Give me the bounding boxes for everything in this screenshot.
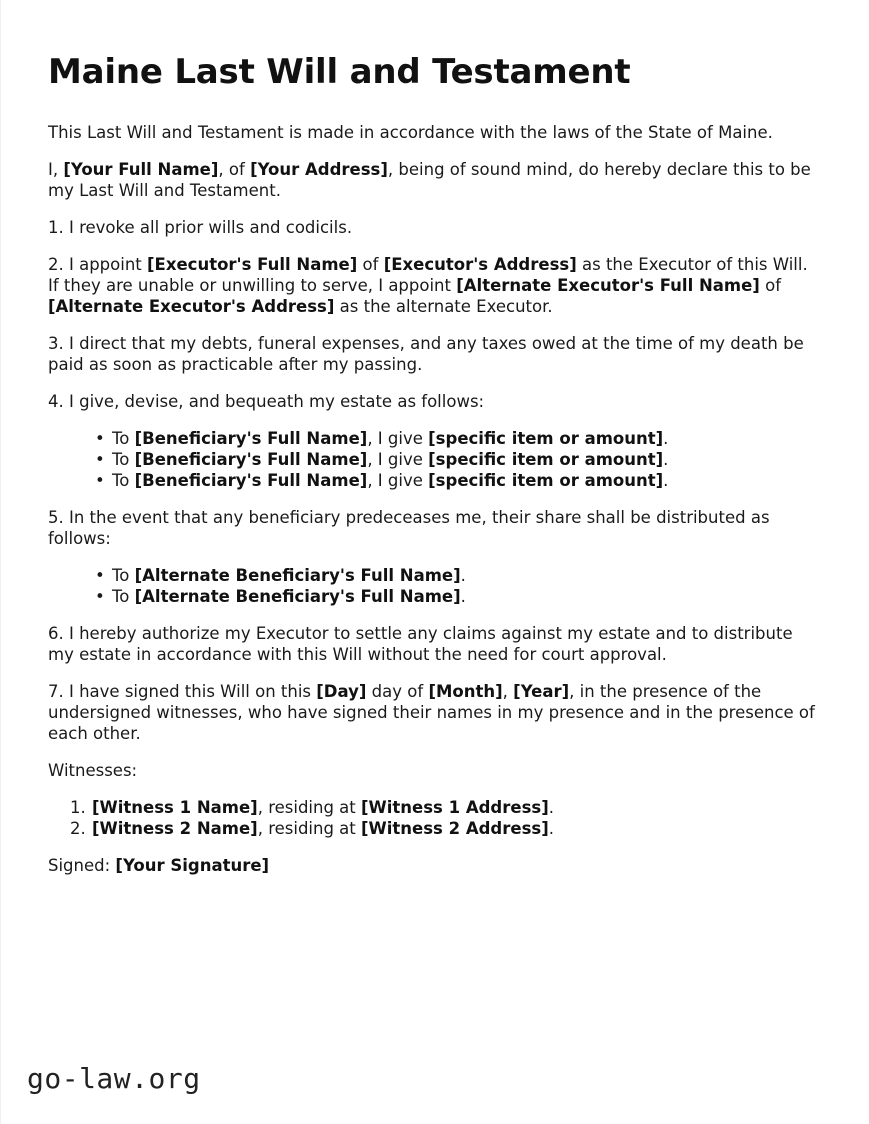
list-item	[95, 428, 820, 449]
intro-paragraph: This Last Will and Testament is made in accordance with the laws of the State of Maine.	[48, 123, 773, 143]
clause-2-text-4: of	[759, 276, 782, 296]
document-body	[48, 52, 820, 876]
witness-suffix: .	[548, 819, 555, 839]
your-signature-placeholder: [Your Signature]	[115, 856, 270, 876]
beneficiary-list	[48, 428, 820, 491]
witness-list	[48, 797, 820, 839]
declaration-prefix: I,	[48, 160, 64, 180]
clause-2-text-5: as the alternate Executor.	[334, 297, 553, 317]
page-left-edge	[0, 0, 1, 1124]
clause-5-heading: 5. In the event that any beneficiary predeceases me, their share shall be distributed as follows:	[48, 508, 770, 549]
bullet-prefix: To	[112, 450, 135, 470]
alternate-beneficiary-name-placeholder: [Alternate Beneficiary's Full Name]	[134, 566, 461, 586]
clause-6-paragraph: 6. I hereby authorize my Executor to settle any claims against my estate and to distribute my estate in accordance with this Will without the need for court approval.	[48, 624, 793, 665]
witness-1-name-placeholder: [Witness 1 Name]	[92, 798, 258, 818]
bullet-mid: , I give	[367, 429, 429, 449]
witnesses-heading: Witnesses:	[48, 761, 138, 781]
bullet-suffix: .	[663, 471, 669, 491]
gift-amount-placeholder: [specific item or amount]	[428, 450, 664, 470]
clause-2-text-3: as the Executor of this Will. If they are unable or unwilling to serve, I appoint	[48, 255, 808, 296]
executor-address-placeholder: [Executor's Address]	[383, 255, 577, 275]
page-title: Maine Last Will and Testament	[48, 52, 631, 92]
gift-amount-placeholder: [specific item or amount]	[428, 471, 664, 491]
clause-7-paragraph	[48, 681, 820, 744]
list-item	[95, 470, 820, 491]
executor-full-name-placeholder: [Executor's Full Name]	[147, 255, 358, 275]
alternate-beneficiary-name-placeholder: [Alternate Beneficiary's Full Name]	[134, 587, 461, 607]
signature-label: Signed:	[48, 856, 116, 876]
signature-line	[48, 855, 820, 876]
bullet-suffix: .	[663, 450, 669, 470]
year-placeholder: [Year]	[513, 682, 570, 702]
bullet-suffix: .	[460, 587, 466, 607]
your-address-placeholder: [Your Address]	[250, 160, 388, 180]
witness-mid: , residing at	[257, 798, 362, 818]
bullet-mid: , I give	[367, 450, 429, 470]
clause-2-text-2: of	[357, 255, 384, 275]
witness-mid: , residing at	[257, 819, 362, 839]
bullet-prefix: To	[112, 587, 135, 607]
month-placeholder: [Month]	[428, 682, 503, 702]
list-item	[95, 565, 820, 586]
declaration-mid: , of	[218, 160, 251, 180]
clause-3-paragraph: 3. I direct that my debts, funeral expenses, and any taxes owed at the time of my death be paid as soon as practicable after my passing.	[48, 334, 804, 375]
bullet-prefix: To	[112, 471, 135, 491]
witness-1-address-placeholder: [Witness 1 Address]	[361, 798, 549, 818]
beneficiary-name-placeholder: [Beneficiary's Full Name]	[134, 471, 368, 491]
bullet-suffix: .	[663, 429, 669, 449]
list-item	[70, 818, 820, 839]
clause-7-text-2: day of	[366, 682, 429, 702]
witness-suffix: .	[548, 798, 555, 818]
bullet-mid: , I give	[367, 471, 429, 491]
beneficiary-name-placeholder: [Beneficiary's Full Name]	[134, 450, 368, 470]
gift-amount-placeholder: [specific item or amount]	[428, 429, 664, 449]
clause-4-heading: 4. I give, devise, and bequeath my estate as follows:	[48, 392, 485, 412]
bullet-prefix: To	[112, 566, 135, 586]
clause-2-paragraph	[48, 254, 820, 317]
clause-7-text-1: 7. I have signed this Will on this	[48, 682, 317, 702]
witness-2-name-placeholder: [Witness 2 Name]	[92, 819, 258, 839]
day-placeholder: [Day]	[316, 682, 367, 702]
clause-2-text-1: 2. I appoint	[48, 255, 148, 275]
your-full-name-placeholder: [Your Full Name]	[63, 160, 219, 180]
alternate-beneficiary-list	[48, 565, 820, 607]
list-item	[95, 586, 820, 607]
footer-watermark: go-law.org	[27, 1062, 201, 1095]
alternate-executor-address-placeholder: [Alternate Executor's Address]	[48, 297, 335, 317]
witness-2-address-placeholder: [Witness 2 Address]	[361, 819, 549, 839]
clause-1-paragraph: 1. I revoke all prior wills and codicils.	[48, 218, 353, 238]
clause-7-text-4: , in the presence of the undersigned witnesses, who have signed their names in my presence and in the presence of each other.	[48, 682, 815, 744]
clause-7-text-3: ,	[502, 682, 514, 702]
alternate-executor-full-name-placeholder: [Alternate Executor's Full Name]	[456, 276, 760, 296]
beneficiary-name-placeholder: [Beneficiary's Full Name]	[134, 429, 368, 449]
list-item	[95, 449, 820, 470]
declaration-paragraph	[48, 159, 820, 201]
declaration-suffix: , being of sound mind, do hereby declare this to be my Last Will and Testament.	[48, 160, 811, 201]
bullet-prefix: To	[112, 429, 135, 449]
bullet-suffix: .	[460, 566, 466, 586]
list-item	[70, 797, 820, 818]
